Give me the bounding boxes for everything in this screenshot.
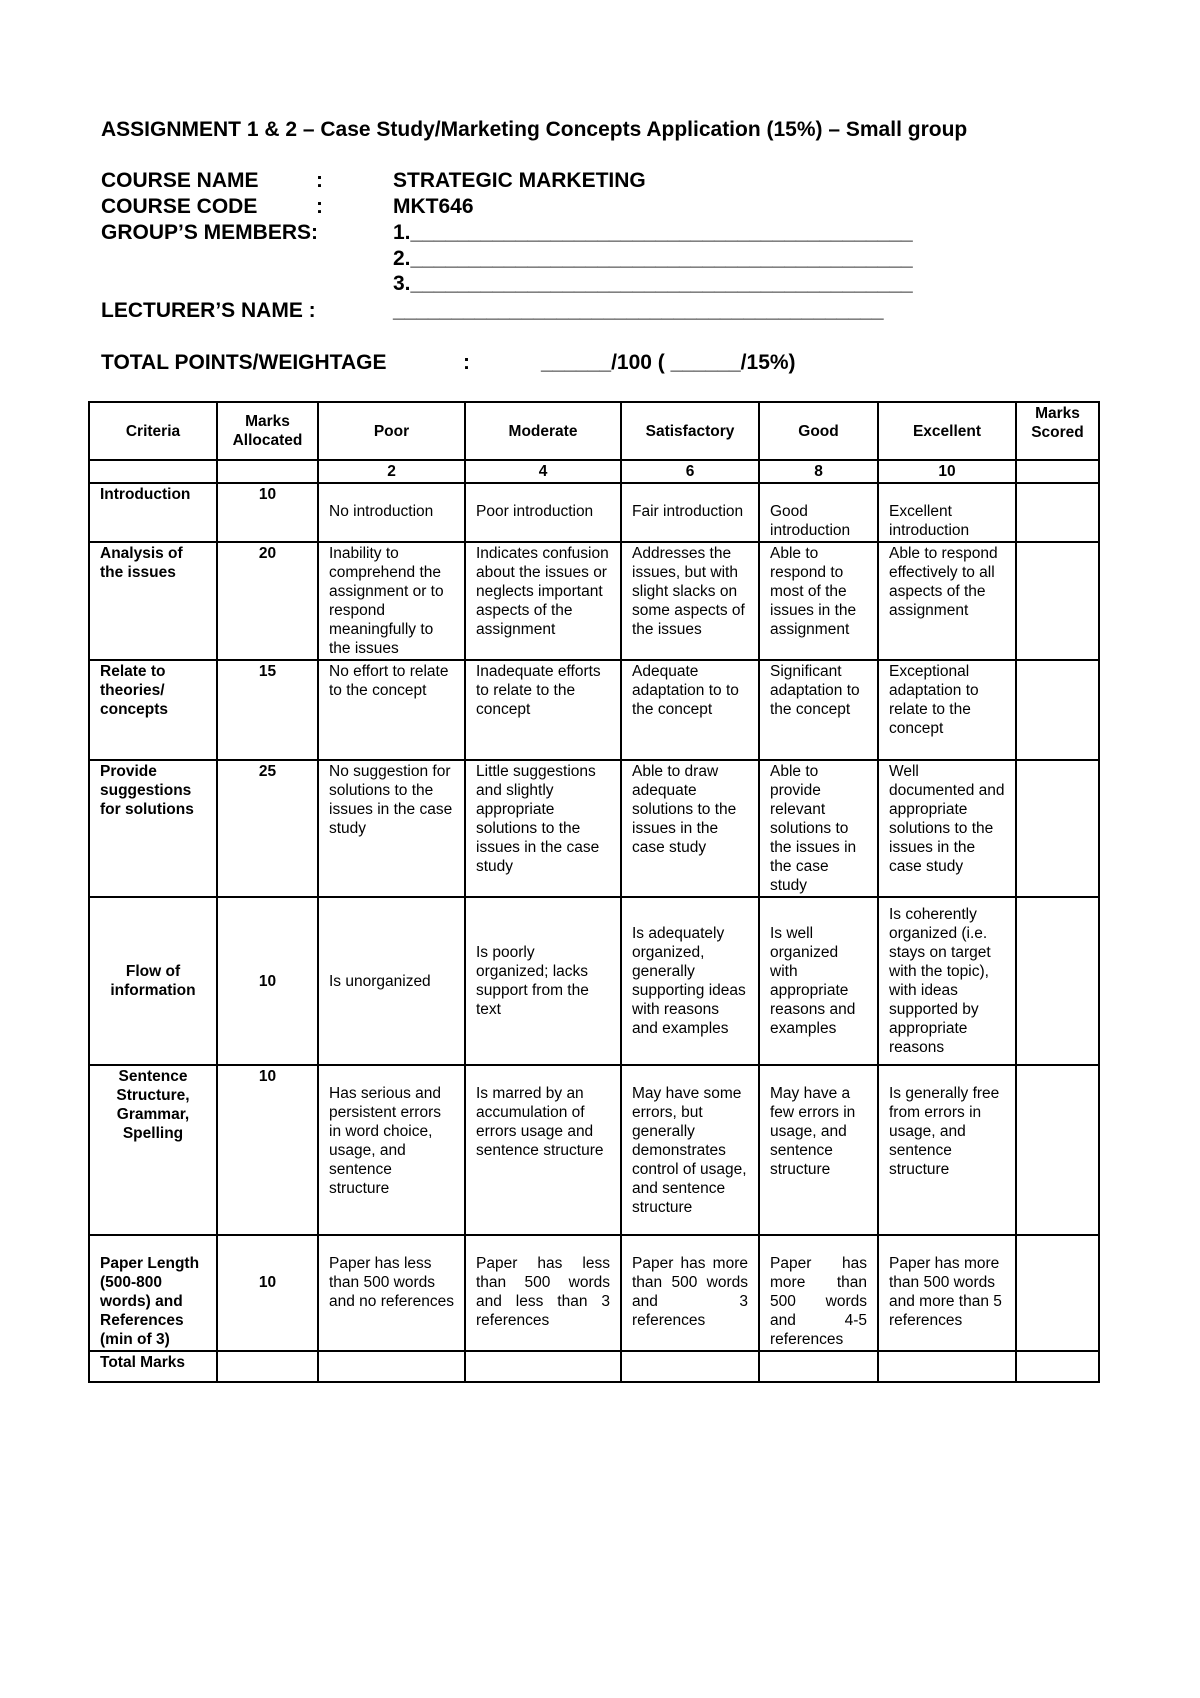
col-header-marks-scored: Marks Scored [1016,402,1099,460]
satisfactory-paper-length: Paper has more than 500 words and 3 references [621,1235,759,1351]
moderate-sentence-structure: Is marred by an accumulation of errors usage and sentence structure [465,1065,621,1235]
criteria-paper-length: Paper Length (500-800 words) and References (min of 3) [89,1235,217,1351]
moderate-flow: Is poorly organized; lacks support from the text [465,897,621,1065]
criteria-introduction: Introduction [89,483,217,542]
scale-satisfactory: 6 [621,460,759,483]
poor-analysis: Inability to comprehend the assignment or to respond meaningfully to the issues [318,542,465,660]
total-marks-moderate [465,1351,621,1382]
marks-suggestions: 25 [217,760,318,897]
course-code-value: MKT646 [393,195,474,218]
criteria-suggestions: Provide suggestions for solutions [89,760,217,897]
col-header-good: Good [759,402,878,460]
moderate-analysis: Indicates confusion about the issues or neglects important aspects of the assignment [465,542,621,660]
scale-poor: 2 [318,460,465,483]
col-header-satisfactory: Satisfactory [621,402,759,460]
total-marks-scored[interactable] [1016,1351,1099,1382]
excellent-flow: Is coherently organized (i.e. stays on target with the topic), with ideas supported by appropriate reasons [878,897,1016,1065]
col-header-moderate: Moderate [465,402,621,460]
moderate-theories: Inadequate efforts to relate to the concept [465,660,621,760]
poor-flow: Is unorganized [318,897,465,1065]
scored-introduction[interactable] [1016,483,1099,542]
course-code-colon: : [316,195,323,218]
satisfactory-theories: Adequate adaptation to to the concept [621,660,759,760]
rubric-table [88,401,1100,1383]
total-marks-satisfactory [621,1351,759,1382]
satisfactory-analysis: Addresses the issues, but with slight slacks on some aspects of the issues [621,542,759,660]
moderate-introduction: Poor introduction [465,483,621,542]
excellent-introduction: Excellent introduction [878,483,1016,542]
satisfactory-flow: Is adequately organized, generally supporting ideas with reasons and examples [621,897,759,1065]
table-row [89,542,1099,660]
good-introduction: Good introduction [759,483,878,542]
total-marks-allocated [217,1351,318,1382]
poor-introduction: No introduction [318,483,465,542]
poor-sentence-structure: Has serious and persistent errors in word choice, usage, and sentence structure [318,1065,465,1235]
moderate-paper-length: Paper has less than 500 words and less than 3 references [465,1235,621,1351]
excellent-analysis: Able to respond effectively to all aspects of the assignment [878,542,1016,660]
criteria-theories: Relate to theories/ concepts [89,660,217,760]
marks-paper-length: 10 [217,1235,318,1351]
excellent-paper-length: Paper has more than 500 words and more than 5 references [878,1235,1016,1351]
marks-flow: 10 [217,897,318,1065]
table-row [89,660,1099,760]
assignment-title: ASSIGNMENT 1 & 2 – Case Study/Marketing Concepts Application (15%) – Small group [101,118,968,141]
table-row [89,897,1099,1065]
marks-analysis: 20 [217,542,318,660]
good-suggestions: Able to provide relevant solutions to the issues in the case study [759,760,878,897]
member-2-line: 2.___________________________________________ [393,247,913,270]
course-name-value: STRATEGIC MARKETING [393,169,646,192]
marks-sentence-structure: 10 [217,1065,318,1235]
total-weightage-colon: : [463,351,470,374]
scored-theories[interactable] [1016,660,1099,760]
satisfactory-introduction: Fair introduction [621,483,759,542]
good-flow: Is well organized with appropriate reasons and examples [759,897,878,1065]
satisfactory-suggestions: Able to draw adequate solutions to the issues in the case study [621,760,759,897]
col-header-marks-allocated: Marks Allocated [217,402,318,460]
total-marks-poor [318,1351,465,1382]
col-header-poor: Poor [318,402,465,460]
criteria-flow: Flow of information [89,897,217,1065]
total-weightage-value: ______/100 ( ______/15%) [541,351,796,374]
scale-empty-marks [217,460,318,483]
scored-sentence-structure[interactable] [1016,1065,1099,1235]
marks-theories: 15 [217,660,318,760]
excellent-theories: Exceptional adaptation to relate to the concept [878,660,1016,760]
good-sentence-structure: May have a few errors in usage, and sentence structure [759,1065,878,1235]
scale-good: 8 [759,460,878,483]
scored-paper-length[interactable] [1016,1235,1099,1351]
total-marks-excellent [878,1351,1016,1382]
col-header-excellent: Excellent [878,402,1016,460]
total-marks-row [89,1351,1099,1382]
scale-empty-scored [1016,460,1099,483]
scored-analysis[interactable] [1016,542,1099,660]
poor-suggestions: No suggestion for solutions to the issues in the case study [318,760,465,897]
member-3-line: 3.___________________________________________ [393,272,913,295]
excellent-suggestions: Well documented and appropriate solutions to the issues in the case study [878,760,1016,897]
criteria-analysis: Analysis of the issues [89,542,217,660]
lecturer-line: __________________________________________ [393,299,884,322]
scale-row [89,460,1099,483]
scale-excellent: 10 [878,460,1016,483]
total-marks-good [759,1351,878,1382]
excellent-sentence-structure: Is generally free from errors in usage, and sentence structure [878,1065,1016,1235]
table-row [89,760,1099,897]
scored-suggestions[interactable] [1016,760,1099,897]
scale-moderate: 4 [465,460,621,483]
header-row [89,402,1099,460]
course-code-label: COURSE CODE [101,195,258,218]
lecturer-label: LECTURER’S NAME : [101,299,316,322]
group-members-label: GROUP’S MEMBERS: [101,221,319,244]
total-marks-label: Total Marks [89,1351,217,1382]
criteria-sentence-structure: Sentence Structure, Grammar, Spelling [89,1065,217,1235]
satisfactory-sentence-structure: May have some errors, but generally demonstrates control of usage, and sentence structure [621,1065,759,1235]
poor-paper-length: Paper has less than 500 words and no references [318,1235,465,1351]
course-name-colon: : [316,169,323,192]
table-row [89,483,1099,542]
table-row [89,1065,1099,1235]
table-row [89,1235,1099,1351]
scale-empty-criteria [89,460,217,483]
poor-theories: No effort to relate to the concept [318,660,465,760]
total-weightage-label: TOTAL POINTS/WEIGHTAGE [101,351,387,374]
good-theories: Significant adaptation to the concept [759,660,878,760]
marks-introduction: 10 [217,483,318,542]
good-paper-length: Paper has more than 500 words and 4-5 references [759,1235,878,1351]
good-analysis: Able to respond to most of the issues in the assignment [759,542,878,660]
scored-flow[interactable] [1016,897,1099,1065]
col-header-criteria: Criteria [89,402,217,460]
course-name-label: COURSE NAME [101,169,259,192]
member-1-line: 1.___________________________________________ [393,221,913,244]
moderate-suggestions: Little suggestions and slightly appropriate solutions to the issues in the case study [465,760,621,897]
